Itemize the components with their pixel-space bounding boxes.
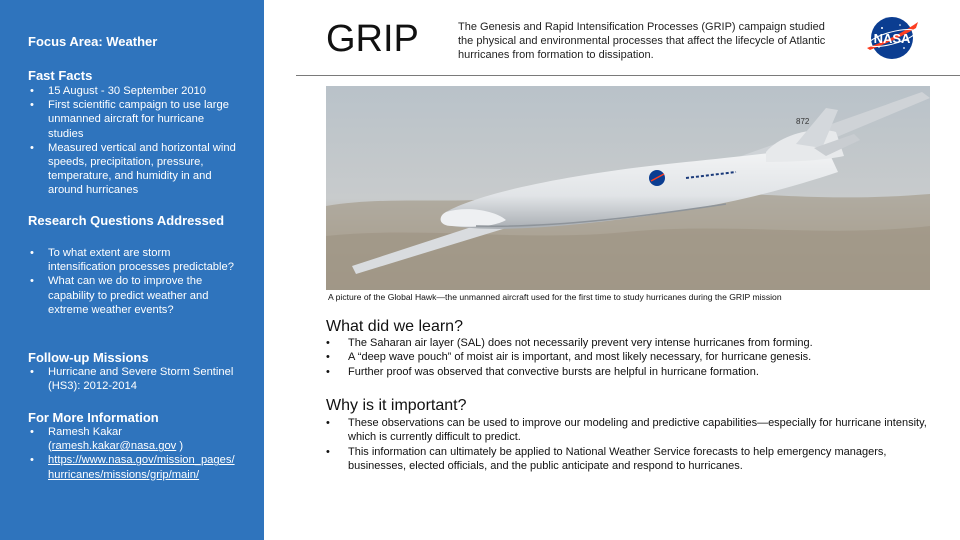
contact-item	[28, 425, 240, 453]
learned-item: • A “deep wave pouch” of moist air is important, and most likely necessary, for hurricane genesis.	[326, 350, 930, 364]
nasa-logo-text: NASA	[873, 31, 911, 46]
contact-open-paren: (	[48, 440, 52, 453]
contact-close-paren: )	[179, 440, 184, 453]
website-item	[28, 453, 240, 481]
more-info-heading: For More Information	[28, 410, 159, 425]
global-hawk-photo	[326, 86, 930, 290]
learned-item: • The Saharan air layer (SAL) does not necessarily prevent very intense hurricanes from forming.	[326, 336, 930, 350]
contact-email-link[interactable]: ramesh.kakar@nasa.gov	[51, 440, 177, 453]
follow-up-heading: Follow-up Missions	[28, 350, 149, 365]
follow-up-item: • Hurricane and Severe Storm Sentinel (HS3): 2012-2014	[28, 365, 240, 393]
what-learned-heading: What did we learn?	[326, 318, 463, 335]
header-divider	[296, 75, 960, 76]
sidebar	[0, 0, 264, 540]
why-important-heading: Why is it important?	[326, 397, 467, 414]
nasa-logo	[864, 14, 920, 62]
research-questions-heading: Research Questions Addressed	[28, 213, 225, 228]
fast-facts-heading: Fast Facts	[28, 68, 93, 83]
fast-fact-item: • 15 August - 30 September 2010	[28, 84, 240, 98]
fast-facts-list	[28, 84, 240, 198]
contact-name: Ramesh Kakar	[48, 426, 122, 438]
importance-item: • This information can ultimately be applied to National Weather Service forecasts to help emergency managers, businesses, elected officials, and the public anticipate and respond to hurricanes.	[326, 445, 930, 474]
research-questions-list	[28, 246, 240, 317]
importance-list	[326, 416, 930, 474]
research-question-item: • What can we do to improve the capability to predict weather and extreme weather events?	[28, 274, 240, 317]
page-title: GRIP	[326, 18, 419, 60]
learned-item: • Further proof was observed that convective bursts are helpful in hurricane formation.	[326, 365, 930, 379]
photo-caption: A picture of the Global Hawk—the unmanned aircraft used for the first time to study hurricanes during the GRIP mission	[328, 292, 782, 302]
fast-fact-item: • First scientific campaign to use large unmanned aircraft for hurricane studies	[28, 98, 240, 141]
importance-item: • These observations can be used to improve our modeling and predictive capabilities—especially for hurricane intensity, which is currently difficult to predict.	[326, 416, 930, 445]
learned-list	[326, 336, 930, 379]
research-question-item: • To what extent are storm intensification processes predictable?	[28, 246, 240, 274]
fast-fact-item: • Measured vertical and horizontal wind speeds, precipitation, pressure, temperature, and humidity in and around hurricanes	[28, 141, 240, 198]
more-info-list	[28, 425, 240, 482]
intro-text: The Genesis and Rapid Intensification Processes (GRIP) campaign studied the physical and environmental processes that affect the lifecycle of Atlantic hurricanes from formation to dissipation.	[458, 21, 826, 61]
follow-up-list	[28, 365, 240, 393]
tail-number: 872	[796, 117, 810, 126]
focus-area-label: Focus Area: Weather	[28, 34, 158, 49]
mission-website-link[interactable]: https://www.nasa.gov/mission_pages/hurricanes/missions/grip/main/	[48, 454, 235, 481]
